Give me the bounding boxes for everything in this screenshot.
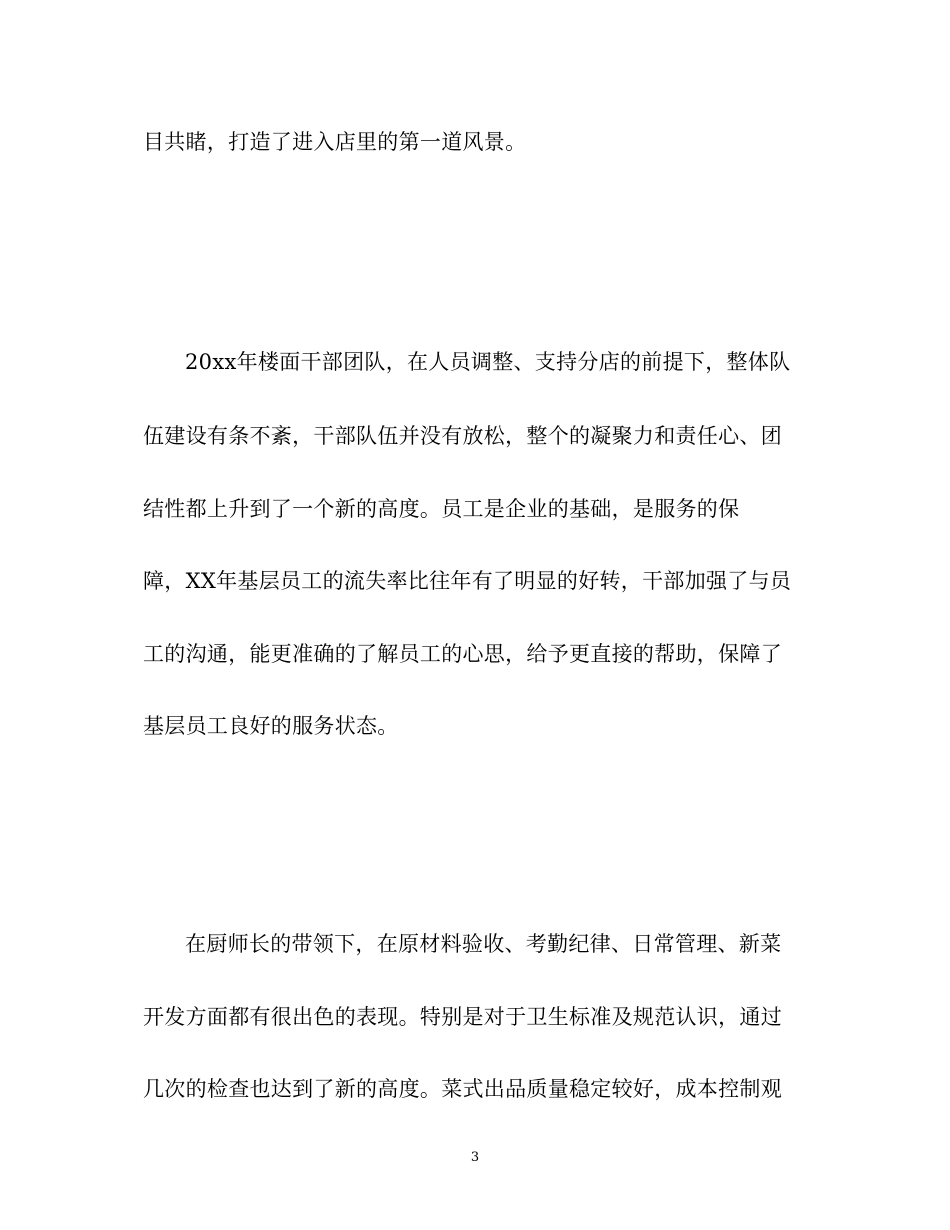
- page-number: 3: [470, 1150, 480, 1165]
- text-line: 开发方面都有很出色的表现。特别是对于卫生标准及规范认识，通过: [143, 1005, 782, 1029]
- text-line: 伍建设有条不紊，干部队伍并没有放松，整个的凝聚力和责任心、团: [143, 424, 782, 448]
- text-line: 目共睹，打造了进入店里的第一道风景。: [143, 130, 527, 154]
- text-line: 结性都上升到了一个新的高度。员工是企业的基础，是服务的保: [143, 497, 740, 521]
- text-line: 基层员工良好的服务状态。: [143, 714, 399, 738]
- text-line: 工的沟通，能更准确的了解员工的心思，给予更直接的帮助，保障了: [143, 642, 782, 666]
- text-line: 障，XX年基层员工的流失率比往年有了明显的好转，干部加强了与员: [143, 569, 792, 593]
- text-line: 几次的检查也达到了新的高度。菜式出品质量稳定较好，成本控制观: [143, 1077, 782, 1101]
- paragraph-first-line: 20xx年楼面干部团队，在人员调整、支持分店的前提下，整体队: [185, 350, 791, 374]
- paragraph-first-line: 在厨师长的带领下，在原材料验收、考勤纪律、日常管理、新菜: [185, 932, 782, 956]
